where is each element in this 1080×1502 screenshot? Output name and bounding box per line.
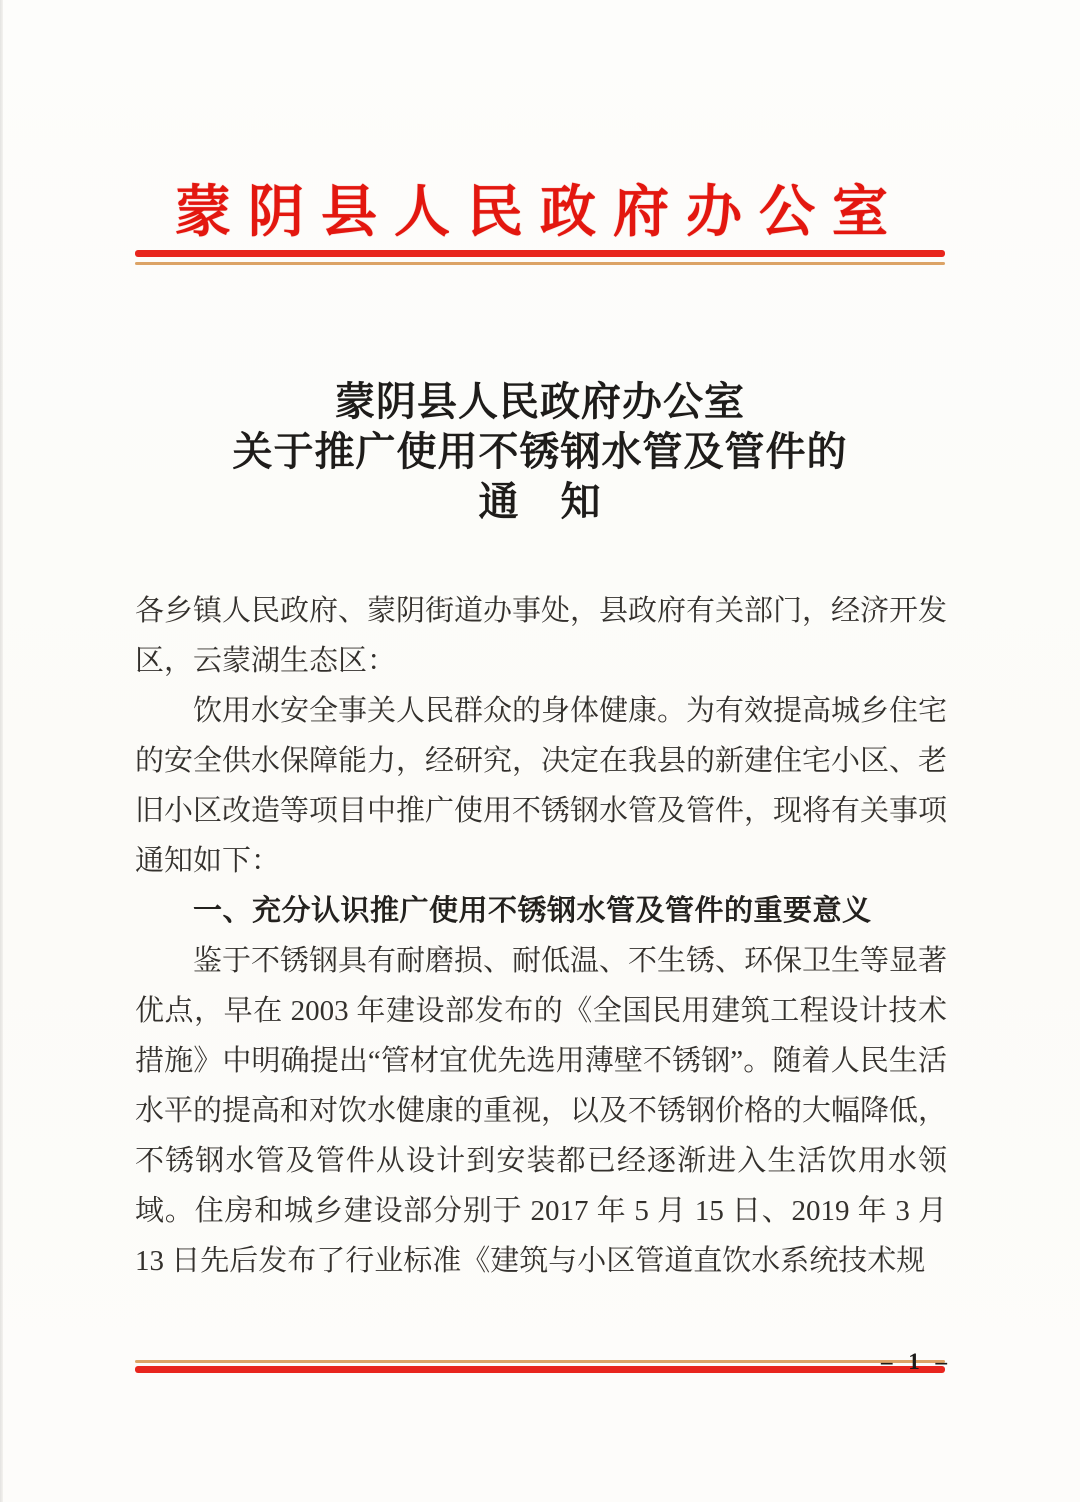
red-rule: [135, 1366, 945, 1373]
red-rule: [135, 250, 945, 257]
tan-rule: [135, 1360, 945, 1363]
intro-paragraph: 饮用水安全事关人民群众的身体健康。为有效提高城乡住宅的安全供水保障能力，经研究，决定在我县的新建住宅小区、老旧小区改造等项目中推广使用不锈钢水管及管件，现将有关事项通知如下：: [135, 695, 948, 877]
letterhead-divider: [135, 250, 945, 265]
document-title: [0, 377, 1080, 527]
title-line-2: 关于推广使用不锈钢水管及管件的: [232, 429, 848, 474]
letterhead-title: 蒙阴县人民政府办公室: [175, 182, 905, 244]
title-line-1: 蒙阴县人民政府办公室: [335, 379, 745, 424]
title-line-3: 通 知: [478, 479, 602, 524]
section-1-paragraph: 鉴于不锈钢具有耐磨损、耐低温、不生锈、环保卫生等显著优点，早在 2003 年建设部发布的《全国民用建筑工程设计技术措施》中明确提出“管材宜优先选用薄壁不锈钢”。随着人民生活水平的提高和对饮水健康的重视，以及不锈钢价格的大幅降低，不锈钢水管及管件从设计到安装都已经逐渐进入生活饮用水领域。住房和城乡建设部分别于 2017 年 5 月 15 日、2019 年 3 月 13 日先后发布了行业标准《建筑与小区管道直饮水系统技术规: [135, 945, 948, 1277]
footer-divider: [135, 1360, 945, 1373]
document-body: [135, 586, 947, 1286]
section-1-heading: 一、充分认识推广使用不锈钢水管及管件的重要意义: [193, 895, 872, 927]
salutation: 各乡镇人民政府、蒙阴街道办事处，县政府有关部门，经济开发区，云蒙湖生态区：: [135, 595, 948, 677]
tan-rule: [135, 262, 945, 265]
page-number: – 1 –: [881, 1349, 952, 1374]
